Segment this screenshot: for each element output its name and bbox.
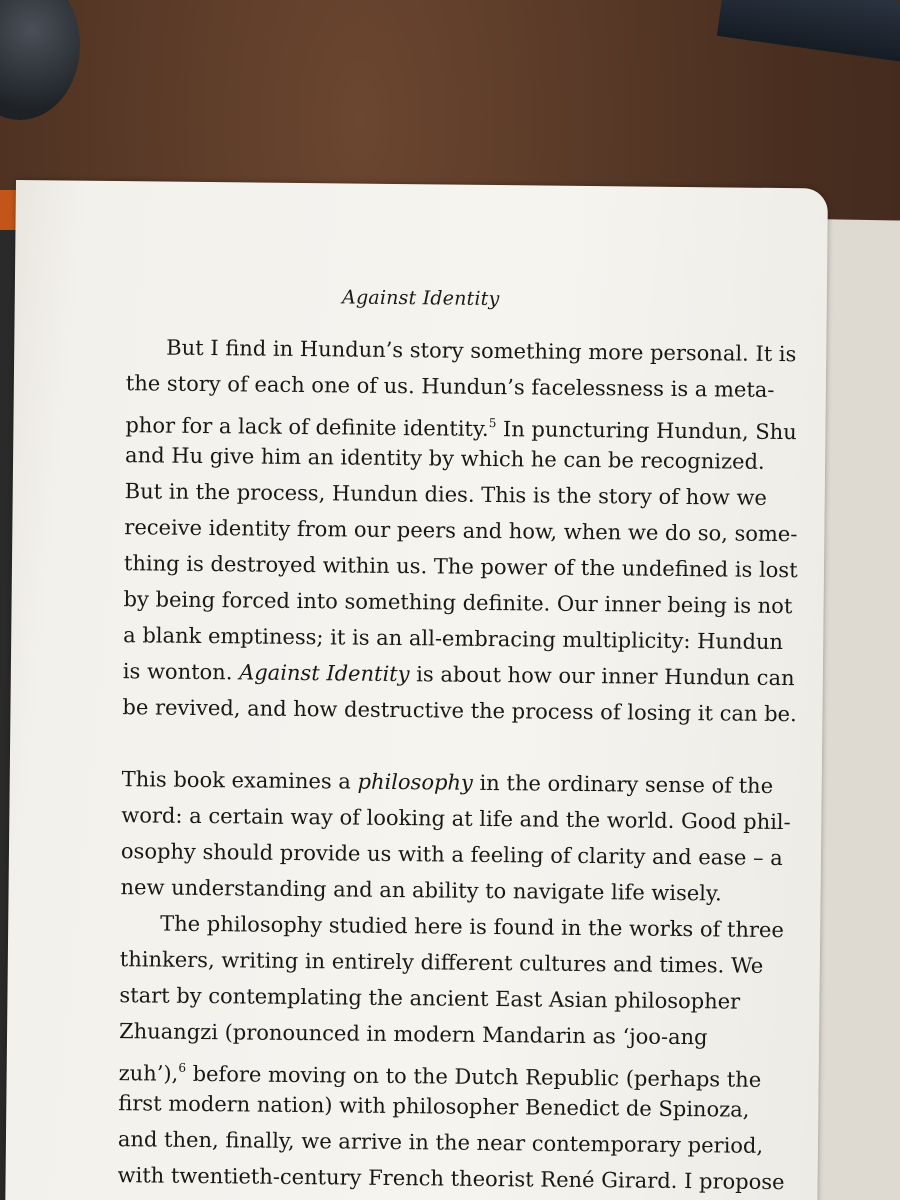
text-line: and then, finally, we arrive in the near contemporary period,	[117, 1127, 764, 1158]
emphasis-italic: philosophy	[357, 769, 473, 795]
text-run: phor for a lack of definite identity.	[125, 413, 489, 441]
text-line: a blank emptiness; it is an all-embracing multiplicity: Hundun	[123, 623, 784, 655]
text-run: in the ordinary sense of the	[472, 770, 774, 798]
text-run: In puncturing Hundun, Shu	[496, 417, 797, 445]
text-line: first modern nation) with philosopher Benedict de Spinoza,	[118, 1091, 750, 1122]
body-text	[117, 329, 826, 1200]
text-line: and Hu give him an identity by which he can be recognized.	[124, 443, 765, 474]
text-run: before moving on to the Dutch Republic (perhaps the	[185, 1061, 762, 1092]
book-page	[5, 180, 828, 1200]
footnote-marker: 6	[178, 1060, 187, 1075]
text-line: osophy should provide us with a feeling of clarity and ease – a	[120, 839, 783, 871]
text-line: But in the process, Hundun dies. This is the story of how we	[124, 479, 768, 510]
text-line: the story of each one of us. Hundun’s facelessness is a meta-	[125, 371, 775, 402]
text-line: word: a certain way of looking at life and the world. Good phil-	[121, 803, 791, 835]
book-title-italic: Against Identity	[239, 660, 410, 687]
text-line: thinkers, writing in entirely different cultures and times. We	[119, 947, 764, 978]
text-run: is about how our inner Hundun can	[409, 662, 795, 691]
desk-object-left	[0, 0, 80, 120]
text-line: The philosophy studied here is found in the works of three	[160, 911, 784, 943]
text-line: new understanding and an ability to navigate life wisely.	[120, 875, 722, 906]
text-line: thing is destroyed within us. The power of the undefined is lost	[123, 551, 798, 583]
desk-object-right	[717, 0, 900, 64]
text-line: receive identity from our peers and how, when we do so, some-	[124, 515, 798, 547]
text-line: by being forced into something definite. Our inner being is not	[123, 587, 793, 619]
text-run: zuh’),	[118, 1061, 179, 1086]
text-line: But I find in Hundun’s story something more personal. It is	[166, 335, 797, 367]
footnote-marker: 5	[488, 415, 497, 431]
text-line: with twentieth-century French theorist René Girard. I propose	[117, 1163, 785, 1195]
text-line: Zhuangzi (pronounced in modern Mandarin as ‘joo-ang	[118, 1019, 708, 1050]
text-line: start by contemplating the ancient East Asian philosopher	[119, 983, 741, 1014]
running-head: Against Identity	[341, 286, 500, 311]
text-line: be revived, and how destructive the process of losing it can be.	[122, 695, 797, 727]
text-run: This book examines a	[121, 767, 358, 794]
text-run: is wonton.	[122, 659, 240, 685]
